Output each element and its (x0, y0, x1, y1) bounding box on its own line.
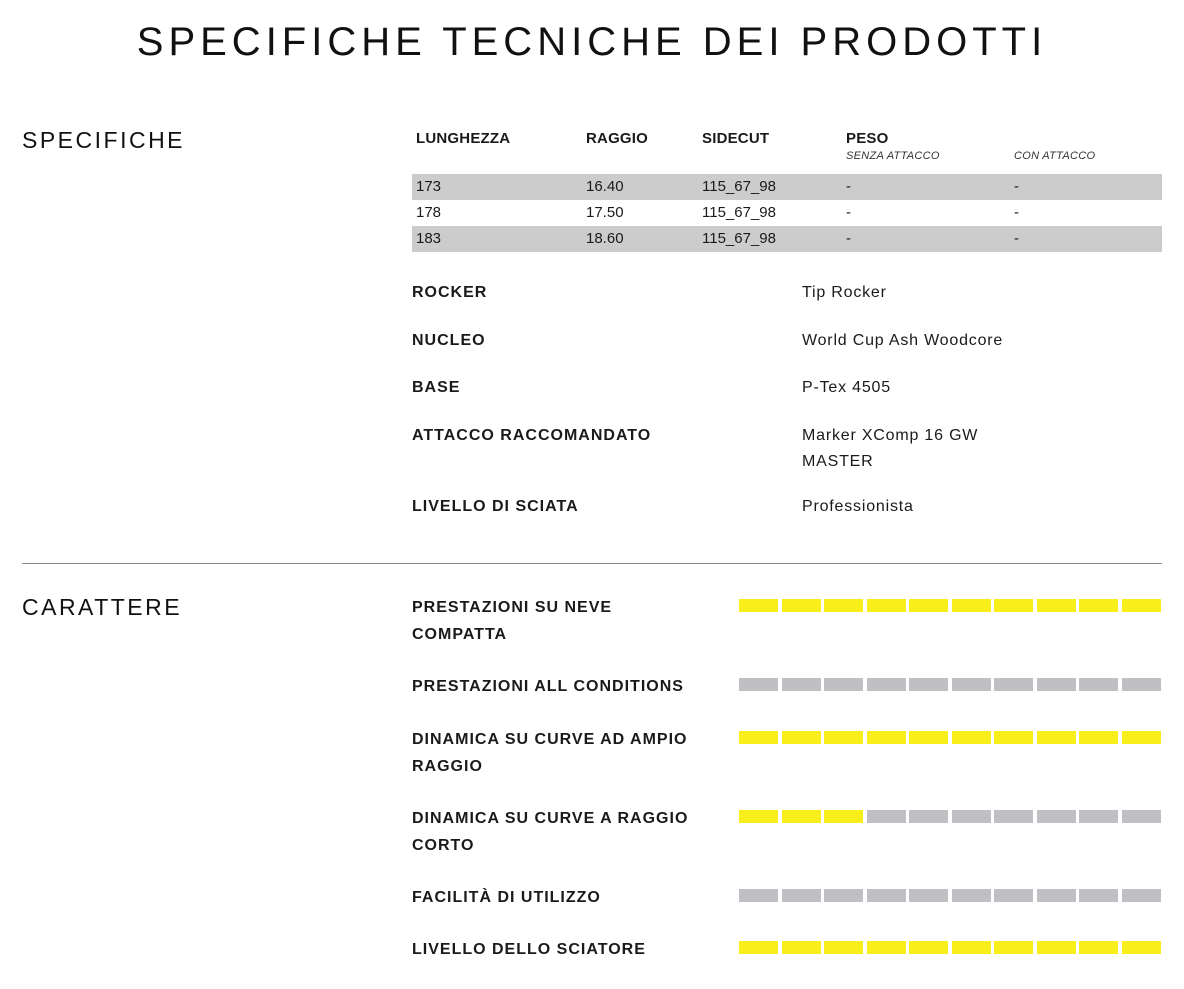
rating-label: FACILITÀ DI UTILIZZO (412, 889, 601, 906)
rating-segment (824, 889, 863, 902)
cell-peso-con: - (1014, 204, 1019, 221)
rating-segment (1122, 941, 1161, 954)
cell-peso-senza: - (846, 230, 851, 247)
rating-segment (994, 810, 1033, 823)
cell-sidecut: 115_67_98 (702, 178, 776, 195)
rating-segment (909, 941, 948, 954)
rating-label: LIVELLO DELLO SCIATORE (412, 941, 646, 958)
spec-value: Professionista (802, 498, 914, 515)
rating-bar (739, 678, 1163, 691)
section-title-carattere: CARATTERE (22, 594, 183, 620)
rating-segment (952, 599, 991, 612)
rating-segment (909, 889, 948, 902)
cell-lunghezza: 178 (416, 204, 442, 221)
rating-bar (739, 889, 1163, 902)
table-row (412, 226, 1162, 252)
rating-segment (1079, 889, 1118, 902)
rating-segment (782, 731, 821, 744)
rating-segment (909, 599, 948, 612)
cell-peso-con: - (1014, 178, 1019, 195)
rating-segment (782, 941, 821, 954)
rating-segment (782, 810, 821, 823)
cell-raggio: 17.50 (586, 204, 624, 221)
rating-bar (739, 810, 1163, 823)
rating-segment (1037, 678, 1076, 691)
cell-lunghezza: 173 (416, 178, 442, 195)
rating-segment (739, 599, 778, 612)
rating-label: PRESTAZIONI SU NEVE COMPATTA (412, 599, 613, 643)
rating-segment (739, 731, 778, 744)
rating-segment (994, 599, 1033, 612)
rating-segment (824, 941, 863, 954)
rating-segment (994, 678, 1033, 691)
spec-label: LIVELLO DI SCIATA (412, 498, 579, 515)
rating-segment (1122, 810, 1161, 823)
table-row (412, 200, 1162, 226)
spec-value: Tip Rocker (802, 284, 887, 301)
header-lunghezza: LUNGHEZZA (416, 130, 511, 147)
rating-segment (1037, 889, 1076, 902)
rating-segment (867, 678, 906, 691)
rating-segment (782, 599, 821, 612)
rating-segment (1079, 941, 1118, 954)
header-sidecut: SIDECUT (702, 130, 770, 147)
rating-segment (994, 941, 1033, 954)
rating-segment (867, 731, 906, 744)
size-table-header (412, 130, 1162, 174)
cell-sidecut: 115_67_98 (702, 230, 776, 247)
rating-segment (739, 810, 778, 823)
spec-label: ROCKER (412, 284, 488, 301)
rating-bar (739, 599, 1163, 612)
rating-segment (952, 889, 991, 902)
rating-segment (1122, 678, 1161, 691)
rating-segment (1122, 599, 1161, 612)
rating-segment (739, 678, 778, 691)
rating-segment (909, 731, 948, 744)
rating-segment (909, 810, 948, 823)
rating-segment (952, 810, 991, 823)
header-raggio: RAGGIO (586, 130, 649, 147)
spec-value: P-Tex 4505 (802, 379, 891, 396)
rating-segment (867, 810, 906, 823)
rating-segment (1037, 599, 1076, 612)
spec-label: ATTACCO RACCOMANDATO (412, 427, 652, 444)
rating-bar (739, 731, 1163, 744)
rating-segment (909, 678, 948, 691)
rating-segment (782, 678, 821, 691)
subheader-con-attacco: CON ATTACCO (1014, 150, 1096, 162)
cell-sidecut: 115_67_98 (702, 204, 776, 221)
rating-segment (824, 810, 863, 823)
cell-raggio: 18.60 (586, 230, 624, 247)
spec-label: BASE (412, 379, 461, 396)
spec-value: World Cup Ash Woodcore (802, 332, 1004, 349)
rating-segment (994, 731, 1033, 744)
rating-segment (824, 731, 863, 744)
rating-segment (1037, 810, 1076, 823)
subheader-senza-attacco: SENZA ATTACCO (846, 150, 940, 162)
section-title-specifiche: SPECIFICHE (22, 127, 186, 153)
rating-segment (952, 731, 991, 744)
rating-label: DINAMICA SU CURVE A RAGGIO CORTO (412, 810, 689, 854)
rating-segment (782, 889, 821, 902)
rating-segment (952, 941, 991, 954)
rating-segment (739, 941, 778, 954)
rating-segment (867, 941, 906, 954)
table-row (412, 174, 1162, 200)
rating-segment (994, 889, 1033, 902)
rating-segment (867, 599, 906, 612)
rating-segment (1079, 678, 1118, 691)
rating-segment (824, 599, 863, 612)
rating-segment (1079, 810, 1118, 823)
header-peso: PESO (846, 130, 889, 147)
cell-raggio: 16.40 (586, 178, 624, 195)
rating-segment (1122, 889, 1161, 902)
spec-value: Marker XComp 16 GW MASTER (802, 427, 979, 470)
section-divider (22, 563, 1162, 564)
rating-label: PRESTAZIONI ALL CONDITIONS (412, 678, 684, 695)
rating-segment (1079, 599, 1118, 612)
rating-segment (867, 889, 906, 902)
cell-lunghezza: 183 (416, 230, 442, 247)
spec-label: NUCLEO (412, 332, 486, 349)
cell-peso-con: - (1014, 230, 1019, 247)
cell-peso-senza: - (846, 178, 851, 195)
rating-label: DINAMICA SU CURVE AD AMPIO RAGGIO (412, 731, 688, 775)
rating-segment (952, 678, 991, 691)
rating-segment (1037, 731, 1076, 744)
size-table (412, 130, 1162, 252)
rating-segment (1037, 941, 1076, 954)
rating-segment (824, 678, 863, 691)
rating-bar (739, 941, 1163, 954)
cell-peso-senza: - (846, 204, 851, 221)
rating-segment (1079, 731, 1118, 744)
rating-segment (739, 889, 778, 902)
rating-segment (1122, 731, 1161, 744)
page-title: SPECIFICHE TECNICHE DEI PRODOTTI (136, 20, 1048, 64)
